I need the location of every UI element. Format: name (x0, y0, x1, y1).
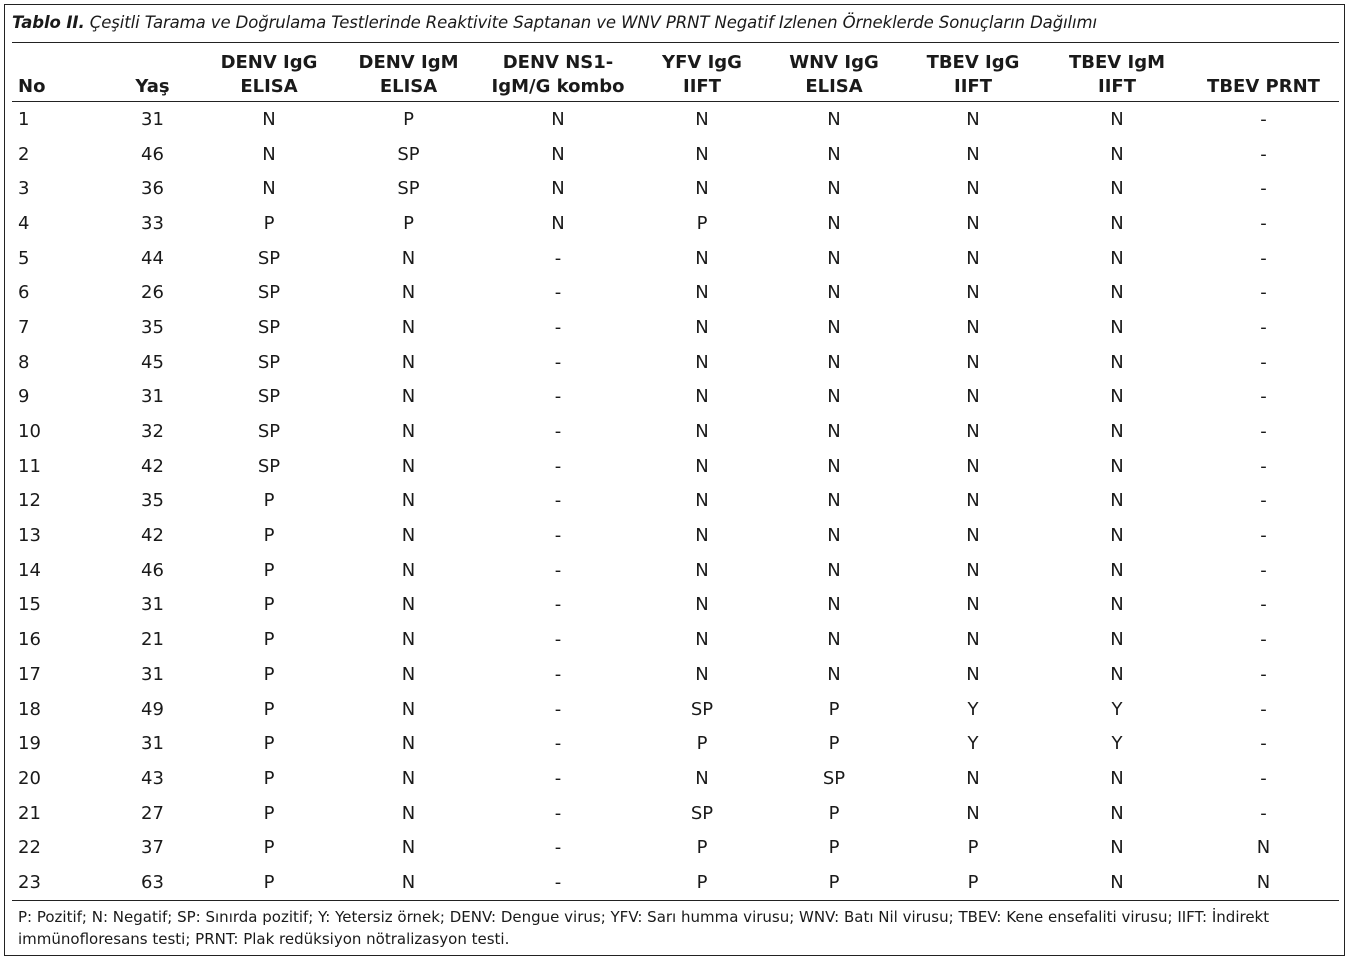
header-yfv-igg (636, 44, 768, 102)
cell-yas: 45 (141, 351, 164, 373)
cell-denv-ns1: - (554, 316, 562, 338)
cell-denv-igm: P (403, 212, 414, 234)
cell-denv-ns1: - (554, 663, 562, 685)
header-yfv-igg-line2: IIFT (683, 76, 721, 97)
cell-yas: 32 (141, 421, 164, 443)
cell-no: 7 (18, 316, 30, 338)
cell-wnv-igg: N (827, 247, 841, 269)
header-wnv-igg (768, 44, 900, 102)
cell-no: 2 (18, 143, 30, 165)
cell-tbev-igg: N (966, 421, 980, 443)
cell-denv-igm: N (401, 421, 416, 443)
cell-no: 17 (18, 663, 41, 685)
cell-denv-ns1: - (554, 386, 562, 408)
table-row (12, 796, 1339, 831)
table-footnote: P: Pozitif; N: Negatif; SP: Sınırda pozitif; Y: Yetersiz örnek; DENV: Dengue virus; YFV: Sarı humma virusu; WNV: Batı Nil virusu; TBEV: Kene ensefaliti virusu; IIFT: İndirekt immünofloresans testi; PRNT: Plak redüksiyon nötralizasyon testi. (18, 908, 1270, 948)
cell-tbev-prnt: - (1260, 316, 1267, 338)
cell-tbev-prnt: - (1260, 490, 1267, 512)
cell-tbev-igg: N (966, 455, 980, 477)
cell-tbev-igm: N (1110, 282, 1124, 304)
cell-denv-igg: P (263, 594, 275, 616)
cell-yfv-igg: N (695, 351, 709, 373)
cell-denv-ns1: - (554, 282, 562, 304)
cell-tbev-igg: N (966, 351, 980, 373)
cell-wnv-igg: N (827, 629, 841, 651)
cell-tbev-igg: N (966, 663, 980, 685)
cell-denv-igg: P (263, 663, 275, 685)
cell-denv-igg: SP (257, 247, 281, 269)
header-denv-igm-line1: DENV IgM (358, 52, 459, 73)
cell-yfv-igg: P (696, 733, 708, 755)
cell-denv-igg: N (262, 178, 276, 200)
cell-denv-ns1: - (554, 421, 562, 443)
cell-yfv-igg: N (695, 316, 709, 338)
cell-denv-ns1: N (551, 108, 565, 130)
cell-yfv-igg: SP (690, 698, 714, 720)
header-tbev-igg (900, 44, 1046, 102)
cell-denv-ns1: N (551, 143, 565, 165)
cell-denv-igg: P (201, 865, 337, 900)
table-row (12, 206, 1339, 241)
cell-tbev-igg: N (966, 212, 980, 234)
cell-tbev-prnt: - (1260, 178, 1267, 200)
cell-yfv-igg: N (695, 247, 709, 269)
cell-denv-igg: SP (257, 421, 281, 443)
cell-tbev-prnt: - (1260, 108, 1267, 130)
cell-wnv-igg: N (827, 594, 841, 616)
cell-tbev-prnt: N (1256, 837, 1271, 859)
cell-wnv-igg: N (827, 421, 841, 443)
caption-label: Tablo II. (12, 13, 85, 32)
cell-denv-igm: N (401, 698, 416, 720)
cell-tbev-prnt: - (1260, 663, 1267, 685)
cell-tbev-igm: N (1110, 490, 1124, 512)
cell-yas: 49 (141, 698, 164, 720)
cell-yas: 43 (141, 767, 164, 789)
table-row (12, 622, 1339, 657)
header-wnv-igg-line2: ELISA (805, 76, 863, 97)
table-row (12, 657, 1339, 692)
cell-tbev-igm: N (1110, 247, 1124, 269)
cell-denv-igm: N (401, 490, 416, 512)
header-yfv-igg-line1: YFV IgG (662, 52, 742, 73)
cell-tbev-prnt: - (1260, 733, 1267, 755)
cell-yfv-igg: N (695, 143, 709, 165)
cell-yfv-igg: N (695, 629, 709, 651)
cell-wnv-igg: N (827, 143, 841, 165)
header-tbev-igm (1046, 44, 1188, 102)
cell-denv-igg: SP (257, 351, 281, 373)
cell-yas: 33 (141, 212, 164, 234)
header-denv-ns1 (480, 44, 636, 102)
cell-tbev-igm: N (1110, 212, 1124, 234)
cell-yas: 36 (141, 178, 164, 200)
cell-yas: 31 (141, 733, 164, 755)
table-row (12, 830, 1339, 865)
cell-tbev-igg: N (966, 282, 980, 304)
cell-denv-igm: N (401, 282, 416, 304)
cell-tbev-igm: N (1110, 663, 1124, 685)
cell-tbev-igg: P (967, 837, 979, 859)
header-denv-igg-line2: ELISA (240, 76, 298, 97)
cell-denv-ns1: - (554, 247, 562, 269)
cell-no: 12 (18, 490, 41, 512)
cell-denv-igg: P (263, 837, 275, 859)
cell-no: 1 (18, 108, 30, 130)
cell-wnv-igg: N (827, 663, 841, 685)
cell-denv-ns1: - (554, 525, 562, 547)
cell-denv-ns1: - (554, 767, 562, 789)
cell-no: 21 (18, 802, 41, 824)
cell-tbev-igm: N (1110, 837, 1124, 859)
cell-no: 14 (18, 559, 41, 581)
cell-denv-igm: N (401, 386, 416, 408)
cell-wnv-igg: SP (822, 767, 846, 789)
cell-tbev-igm: N (1110, 143, 1124, 165)
cell-wnv-igg: N (827, 212, 841, 234)
cell-no: 11 (18, 455, 41, 477)
cell-yas: 31 (141, 386, 164, 408)
table-row (12, 171, 1339, 206)
table-row (12, 692, 1339, 727)
cell-denv-igm: N (401, 837, 416, 859)
cell-tbev-igg: N (966, 629, 980, 651)
cell-tbev-igg: N (966, 143, 980, 165)
cell-no: 3 (18, 178, 30, 200)
cell-tbev-igm: Y (1111, 698, 1123, 720)
header-denv-ns1-line1: DENV NS1- (502, 52, 614, 73)
cell-no: 16 (18, 629, 41, 651)
cell-yas: 31 (141, 594, 164, 616)
cell-denv-igg: P (263, 490, 275, 512)
cell-denv-igg: P (263, 525, 275, 547)
cell-no: 9 (18, 386, 30, 408)
cell-tbev-prnt: - (1260, 559, 1267, 581)
cell-tbev-igm: N (1110, 178, 1124, 200)
header-denv-igm (337, 44, 480, 102)
cell-yfv-igg: P (696, 837, 708, 859)
cell-tbev-igg: N (966, 316, 980, 338)
table-row (12, 310, 1339, 345)
cell-yas: 21 (141, 629, 164, 651)
cell-denv-igm: N (401, 247, 416, 269)
cell-tbev-igg: N (966, 247, 980, 269)
cell-denv-ns1: - (554, 455, 562, 477)
cell-yfv-igg: N (695, 282, 709, 304)
table-row (12, 553, 1339, 588)
cell-denv-igg: P (263, 802, 275, 824)
cell-tbev-igg: P (900, 865, 1046, 900)
cell-no: 22 (18, 837, 41, 859)
cell-wnv-igg: P (828, 802, 840, 824)
cell-tbev-igg: Y (967, 733, 979, 755)
cell-denv-igg: N (262, 143, 276, 165)
table-body (12, 102, 1339, 901)
table-row (12, 761, 1339, 796)
cell-tbev-igm: N (1110, 802, 1124, 824)
cell-denv-igm: SP (397, 178, 420, 200)
cell-tbev-igg: N (966, 594, 980, 616)
cell-denv-ns1: N (551, 178, 565, 200)
table-row (12, 137, 1339, 172)
header-yas: Yaş (104, 44, 201, 102)
cell-no: 6 (18, 282, 30, 304)
cell-yfv-igg: N (695, 455, 709, 477)
cell-tbev-igg: N (966, 108, 980, 130)
header-tbev-igm-line1: TBEV IgM (1069, 52, 1165, 73)
cell-yfv-igg: N (695, 421, 709, 443)
cell-denv-igg: SP (257, 455, 281, 477)
cell-yas: 46 (141, 559, 164, 581)
caption-text: Çeşitli Tarama ve Doğrulama Testlerinde Reaktivite Saptanan ve WNV PRNT Negatif Izlenen Örneklerde Sonuçların Dağılımı (84, 13, 1097, 32)
cell-tbev-prnt: - (1260, 143, 1267, 165)
header-wnv-igg-line1: WNV IgG (789, 52, 879, 73)
cell-denv-ns1: - (554, 802, 562, 824)
cell-denv-igm: N (401, 767, 416, 789)
cell-tbev-prnt: - (1260, 629, 1267, 651)
cell-yas: 31 (141, 108, 164, 130)
cell-yfv-igg: P (636, 865, 768, 900)
cell-yfv-igg: N (695, 525, 709, 547)
cell-denv-ns1: - (554, 629, 562, 651)
cell-wnv-igg: N (827, 108, 841, 130)
cell-denv-igm: N (401, 629, 416, 651)
cell-yas: 42 (141, 525, 164, 547)
cell-tbev-igm: N (1110, 351, 1124, 373)
cell-tbev-igm: N (1110, 594, 1124, 616)
cell-tbev-prnt: - (1260, 421, 1267, 443)
header-denv-igm-line2: ELISA (379, 76, 438, 97)
cell-no: 23 (12, 865, 104, 900)
cell-tbev-prnt: - (1260, 455, 1267, 477)
cell-wnv-igg: N (827, 559, 841, 581)
cell-wnv-igg: N (827, 178, 841, 200)
cell-tbev-igm: N (1110, 108, 1124, 130)
cell-denv-igm: P (403, 108, 414, 130)
cell-yas: 26 (141, 282, 164, 304)
cell-denv-igg: SP (257, 282, 281, 304)
cell-no: 13 (18, 525, 41, 547)
cell-wnv-igg: P (828, 837, 840, 859)
table-row (12, 241, 1339, 276)
caption-rule (12, 42, 1339, 43)
cell-tbev-prnt: - (1260, 698, 1267, 720)
header-denv-igg-line1: DENV IgG (220, 52, 318, 73)
cell-tbev-igm: Y (1111, 733, 1123, 755)
cell-denv-igm: N (401, 663, 416, 685)
table-row (12, 726, 1339, 761)
header-denv-igg (201, 44, 337, 102)
cell-tbev-prnt: N (1188, 865, 1339, 900)
cell-tbev-prnt: - (1260, 351, 1267, 373)
cell-no: 15 (18, 594, 41, 616)
cell-denv-igm: N (401, 351, 416, 373)
header-no: No (12, 44, 104, 102)
cell-tbev-prnt: - (1260, 247, 1267, 269)
cell-denv-igg: P (263, 629, 275, 651)
cell-yas: 35 (141, 490, 164, 512)
table-caption (12, 13, 1097, 32)
cell-wnv-igg: P (828, 733, 840, 755)
cell-yas: 37 (141, 837, 164, 859)
cell-denv-igg: SP (257, 386, 281, 408)
table-row (12, 414, 1339, 449)
cell-denv-igm: N (401, 316, 416, 338)
cell-wnv-igg: N (827, 455, 841, 477)
cell-wnv-igg: N (827, 282, 841, 304)
cell-yfv-igg: N (695, 178, 709, 200)
cell-yas: 63 (104, 865, 201, 900)
table-row (12, 102, 1339, 137)
header-tbev-igg-line2: IIFT (954, 76, 992, 97)
cell-yas: 27 (141, 802, 164, 824)
table-header (12, 44, 1339, 102)
cell-denv-igg: P (263, 212, 275, 234)
cell-denv-ns1: - (554, 837, 562, 859)
cell-tbev-igg: N (966, 559, 980, 581)
header-denv-ns1-line2: IgM/G kombo (491, 76, 625, 97)
cell-tbev-prnt: - (1260, 386, 1267, 408)
cell-tbev-prnt: - (1260, 802, 1267, 824)
cell-no: 19 (18, 733, 41, 755)
cell-yas: 35 (141, 316, 164, 338)
cell-no: 18 (18, 698, 41, 720)
cell-yfv-igg: N (695, 663, 709, 685)
cell-yfv-igg: N (695, 559, 709, 581)
cell-tbev-igm: N (1110, 421, 1124, 443)
cell-tbev-igg: Y (967, 698, 979, 720)
cell-yas: 31 (141, 663, 164, 685)
cell-wnv-igg: N (827, 525, 841, 547)
cell-denv-igg: P (263, 767, 275, 789)
cell-denv-igm: N (337, 865, 480, 900)
cell-yfv-igg: N (695, 767, 709, 789)
cell-tbev-igm: N (1110, 455, 1124, 477)
cell-no: 4 (18, 212, 30, 234)
header-tbev-igm-line2: IIFT (1098, 76, 1136, 97)
cell-wnv-igg: P (828, 698, 840, 720)
cell-yfv-igg: P (696, 212, 708, 234)
cell-denv-igg: N (262, 108, 276, 130)
cell-tbev-igm: N (1110, 767, 1124, 789)
cell-wnv-igg: P (768, 865, 900, 900)
cell-no: 10 (18, 421, 41, 443)
cell-denv-igm: N (401, 525, 416, 547)
cell-tbev-igg: N (966, 490, 980, 512)
cell-yas: 42 (141, 455, 164, 477)
cell-no: 20 (18, 767, 41, 789)
cell-denv-ns1: - (554, 559, 562, 581)
cell-yas: 44 (141, 247, 164, 269)
cell-yfv-igg: N (695, 490, 709, 512)
cell-yfv-igg: N (695, 594, 709, 616)
cell-yas: 46 (141, 143, 164, 165)
cell-yfv-igg: SP (690, 802, 714, 824)
table-row (12, 484, 1339, 519)
cell-tbev-igm: N (1046, 865, 1188, 900)
cell-tbev-prnt: - (1260, 212, 1267, 234)
cell-tbev-igg: N (966, 767, 980, 789)
cell-no: 8 (18, 351, 30, 373)
cell-tbev-prnt: - (1260, 525, 1267, 547)
table-row (12, 518, 1339, 553)
cell-yfv-igg: N (695, 386, 709, 408)
cell-denv-ns1: - (554, 698, 562, 720)
cell-yfv-igg: N (695, 108, 709, 130)
cell-denv-igm: N (401, 455, 416, 477)
cell-denv-ns1: - (554, 490, 562, 512)
cell-tbev-igg: N (966, 178, 980, 200)
cell-tbev-igm: N (1110, 386, 1124, 408)
table-row (12, 380, 1339, 415)
cell-denv-ns1: - (480, 865, 636, 900)
cell-denv-ns1: - (554, 594, 562, 616)
cell-tbev-igm: N (1110, 316, 1124, 338)
cell-denv-igg: P (263, 733, 275, 755)
cell-tbev-igm: N (1110, 559, 1124, 581)
cell-wnv-igg: N (827, 351, 841, 373)
cell-denv-igm: N (401, 559, 416, 581)
table-row (12, 275, 1339, 310)
cell-denv-igg: SP (257, 316, 281, 338)
table-row (12, 449, 1339, 484)
cell-tbev-igg: N (966, 525, 980, 547)
header-tbev-prnt: TBEV PRNT (1188, 44, 1339, 102)
cell-denv-igg: P (263, 698, 275, 720)
cell-tbev-prnt: - (1260, 767, 1267, 789)
results-table (12, 44, 1339, 901)
cell-tbev-prnt: - (1260, 594, 1267, 616)
cell-tbev-igm: N (1110, 525, 1124, 547)
cell-wnv-igg: N (827, 386, 841, 408)
cell-denv-igg: P (263, 559, 275, 581)
cell-denv-ns1: N (551, 212, 565, 234)
cell-denv-igm: N (401, 594, 416, 616)
header-tbev-igg-line1: TBEV IgG (926, 52, 1020, 73)
cell-denv-igm: N (401, 802, 416, 824)
cell-wnv-igg: N (827, 316, 841, 338)
table-row (12, 588, 1339, 623)
table-row (12, 345, 1339, 380)
cell-tbev-igg: N (966, 802, 980, 824)
cell-tbev-igg: N (966, 386, 980, 408)
cell-denv-igm: N (401, 733, 416, 755)
cell-wnv-igg: N (827, 490, 841, 512)
cell-tbev-igm: N (1110, 629, 1124, 651)
cell-denv-ns1: - (554, 733, 562, 755)
cell-tbev-prnt: - (1260, 282, 1267, 304)
cell-denv-ns1: - (554, 351, 562, 373)
cell-no: 5 (18, 247, 30, 269)
table-row (12, 865, 1339, 900)
cell-denv-igm: SP (397, 143, 420, 165)
